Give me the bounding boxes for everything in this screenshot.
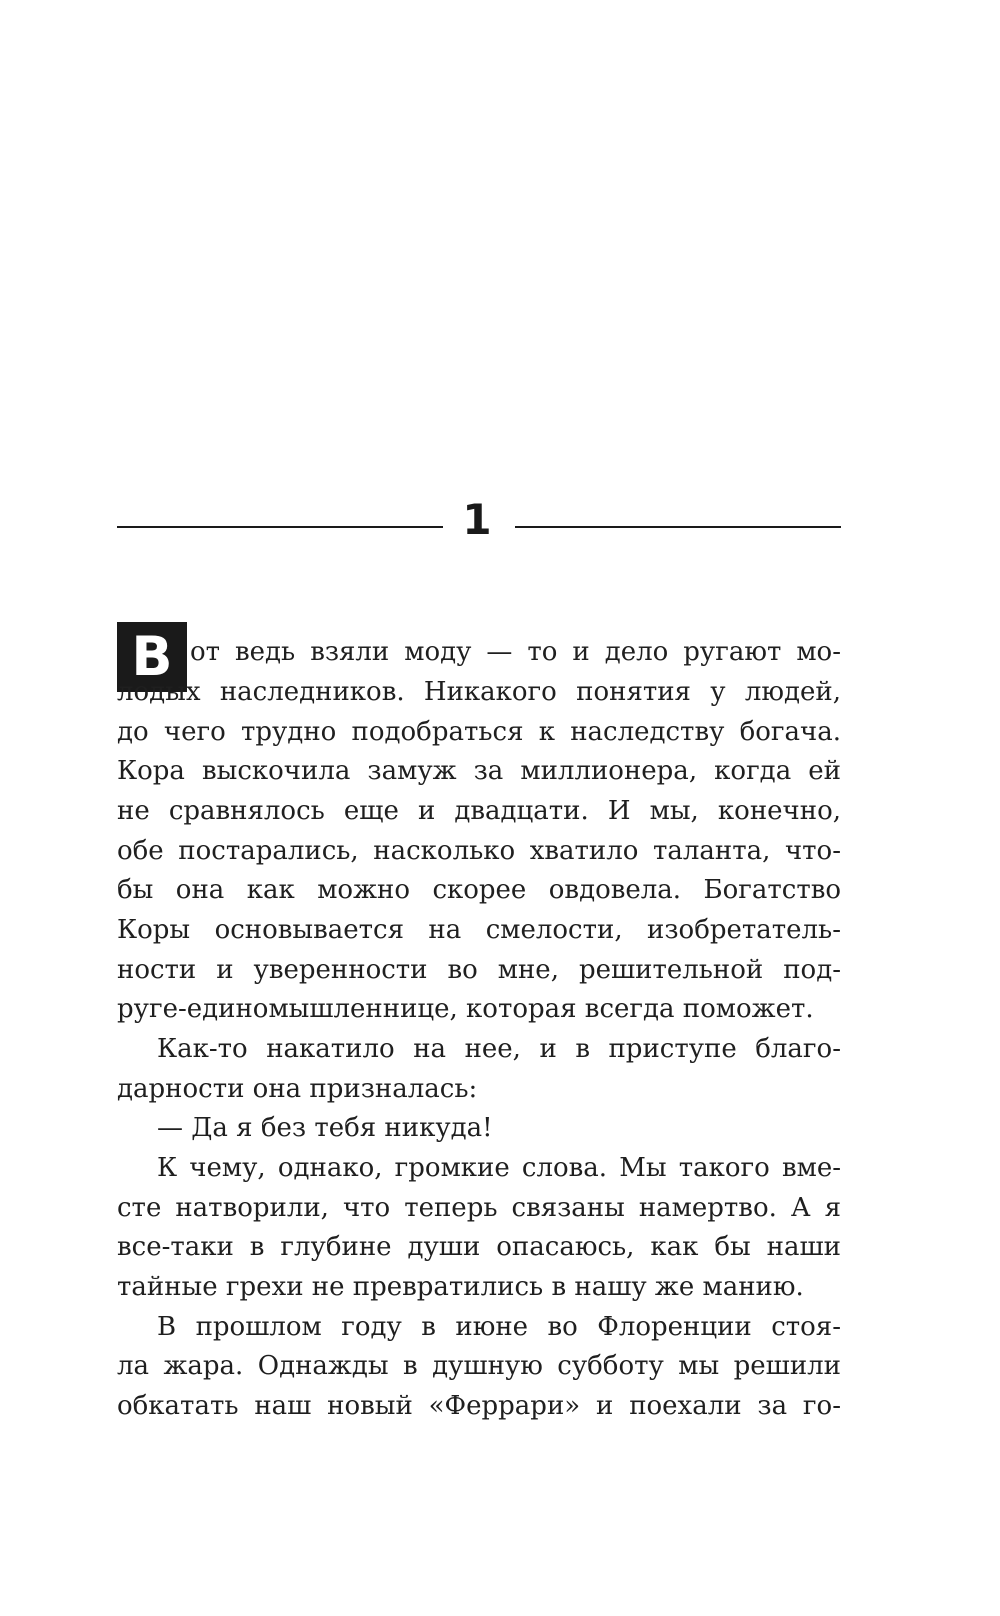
text-line: В прошлом году в июне во Флоренции стоя- — [157, 1312, 841, 1342]
text-line: не сравнялось еще и двадцати. И мы, конечно, — [117, 796, 841, 826]
text-line: тайные грехи не превратились в нашу же манию. — [117, 1272, 804, 1302]
drop-cap: В — [117, 622, 187, 692]
text-line: руге-единомышленнице, которая всегда поможет. — [117, 994, 814, 1024]
text-line: ности и уверенности во мне, решительной под- — [117, 955, 841, 985]
chapter-number: 1 — [462, 495, 492, 544]
text-line: ла жара. Однажды в душную субботу мы решили — [117, 1351, 841, 1381]
text-line: до чего трудно подобраться к наследству богача. — [117, 717, 841, 747]
text-line: бы она как можно скорее овдовела. Богатство — [117, 875, 841, 905]
text-line: все-таки в глубине души опасаюсь, как бы наши — [117, 1232, 841, 1262]
text-line: Кора выскочила замуж за миллионера, когда ей — [117, 756, 841, 786]
text-line: дарности она призналась: — [117, 1074, 478, 1104]
text-line: К чему, однако, громкие слова. Мы такого вме- — [157, 1153, 841, 1183]
text-line: сте натворили, что теперь связаны намертво. А я — [117, 1193, 841, 1223]
chapter-rule-right — [515, 526, 841, 528]
text-line: от ведь взяли моду — то и дело ругают мо- — [190, 637, 841, 667]
text-line: лодых наследников. Никакого понятия у людей, — [117, 677, 841, 707]
text-line: обе постарались, насколько хватило таланта, что- — [117, 836, 841, 866]
text-line: обкатать наш новый «Феррари» и поехали за го- — [117, 1391, 841, 1421]
text-line: Как-то накатило на нее, и в приступе благо- — [157, 1034, 841, 1064]
chapter-rule-left — [117, 526, 443, 528]
text-line: Коры основывается на смелости, изобретатель- — [117, 915, 841, 945]
text-line: — Да я без тебя никуда! — [157, 1113, 493, 1143]
